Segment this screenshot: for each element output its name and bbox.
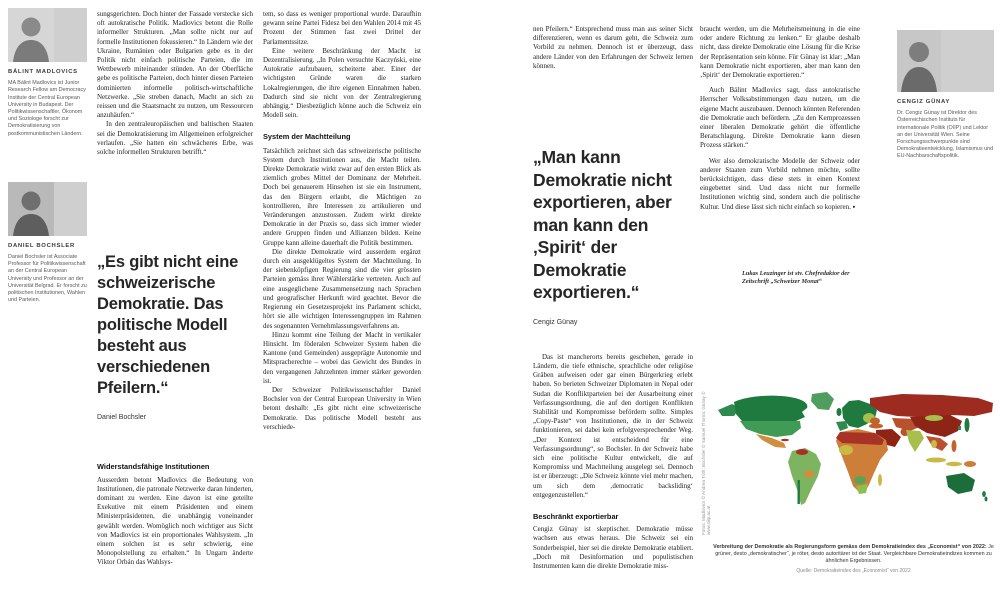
text-column-2 <box>263 10 421 432</box>
section-heading: System der Machtteilung <box>263 132 351 142</box>
body-paragraph: braucht werden, um die Mehrheitsmeinung in die eine oder andere Richtung zu lenken.“ Er glaube deshalb nicht, dass direkte Demokratie eine Lösung für die Krise der Repräsentation sein könne. Für Günay ist klar: „Man kann Demokratie nicht exportieren, aber man kann den ‚Spirit‘ der Demokratie exportieren.“ <box>700 25 860 80</box>
photo-credit: Fotos: Madlovics © Andrea Tóth; Bochsler © Samuel Thoma; Günay © www.oiip.ac.at <box>701 391 711 535</box>
body-paragraph: In den zentraleuropäischen und baltischen Staaten sei die Demokratisierung im Allgemeinen erfolgreicher verlaufen. „Sie hatten ein schwächeres Erbe, was solche informellen Strukturen betrifft.“ <box>97 120 253 157</box>
democracy-world-map <box>712 388 995 538</box>
left-author-rail <box>8 8 87 304</box>
author-bio: Dr. Cengiz Günay ist Direktor des Österreichischen Instituts für internationale Politik (OIIP) und Lektor an der Universität Wien. Seine Forschungsschwerpunkte sind Demokratieentwicklung, Islamismus und EU-Nachbarschaftspolitik. <box>897 110 994 160</box>
text-column-3 <box>533 25 693 571</box>
body-paragraph: Tatsächlich zeichnet sich das schweizerische politische System durch Institutionen aus, die Macht teilen. Direkte Demokratie wirkt zwar auf den ersten Blick als ziemlich grobes Mittel der Dominanz der Mehrheit. Doch bei genauerem Hinsehen ist sie ein Instrument, das den Bürgern erlaubt, die Mächtigen zu kontrollieren, ihre Interessen zu artikulieren und Veränderungen anzustossen. Zudem wirkt direkte Demokratie in der Praxis so, dass sich immer wieder andere Gruppen finden und Allianzen bilden. Keine Gruppe kann alleine dauerhaft die Politik bestimmen. <box>263 146 421 247</box>
author-bio: Daniel Bochsler ist Associate Professor für Politikwissenschaft an der Central European University und Professor an der Universität Belgrad. Er forscht zu politischen Institutionen, Wahlen und Parteien. <box>8 254 87 304</box>
pull-quote-gunay <box>533 146 693 327</box>
pull-quote-attribution: Cengiz Günay <box>533 318 578 326</box>
right-author-rail <box>897 30 994 161</box>
author-madlovics <box>8 8 87 138</box>
body-paragraph: Der Schweizer Politikwissenschaftler Daniel Bochsler von der Central European University in Wien betont deshalb: „Es gibt nicht eine schweizerische Demokratie. Das politische Modell besteht aus verschiede- <box>263 385 421 431</box>
map-caption-text: Je grüner, desto „demokratischer“, je röter, desto autoritärer ist der Staat. Vergleichbare Demokratieindizes kommen zu ähnlichen Ergebnissen. <box>715 544 994 564</box>
person-silhouette-icon <box>8 8 54 62</box>
world-map-graphic <box>712 388 995 538</box>
person-silhouette-icon <box>897 30 941 92</box>
pull-quote-text: „Es gibt nicht eine schweizerische Demokratie. Das politische Modell besteht aus verschiedenen Pfeilern.“ <box>97 253 239 398</box>
body-paragraph: Wer also demokratische Modelle der Schweiz oder anderer Staaten zum Vorbild nehmen möchte, sollte berücksichtigen, dass diese stets in einen Kontext eingebettet sind. Und dass nicht nur formelle Institutionen wichtig sind, sondern auch die politische Kultur. Und diese lässt sich nicht einfach so kopieren. ▪ <box>700 156 860 211</box>
author-bio: MA Bálint Madlovics ist Junior Research Fellow am Democracy Institute der Central European University in Budapest. Der Politikwissenschaftler, Ökonom und Soziologe forscht zur Demokratisierung von postkommunistischen Ländern. <box>8 80 86 137</box>
author-name: BÁLINT MADLOVICS <box>8 69 78 75</box>
body-paragraph: Das ist mancherorts bereits geschehen, gerade in Ländern, die tiefe ethnische, sprachliche oder religiöse Gräben aufweisen oder gar einen Bürgerkrieg erlebt haben. So berieten Schweizer Diplomaten in Nepal oder Sudan die Konfliktparteien bei der Ausarbeitung einer Verfassungsordnung, die auf den dortigen Konflikten Stabilität und Kompromisse befördern sollte. Simples „Copy-Paste“ von Institutionen, die in der Schweiz funktionieren, sei dabei kein erfolgversprechender Weg. „Der Kontext ist entscheidend für eine Verfassungsordnung“, so Bochsler. In der Schweiz habe sich eine politische Kultur entwickelt, die auf Kompromiss und Machtteilung ausgelegt sei. Dennoch ist er überzeugt: „Die Schweiz könnte viel mehr machen, um sich dem ‚democratic backsliding‘ entgegenzustellen.“ <box>533 352 693 499</box>
text-column-4 <box>700 25 860 286</box>
body-paragraph: Die direkte Demokratie wird ausserdem ergänzt durch ein ausgeklügeltes System der Machtteilung. In der siebenköpfigen Regierung sind die vier grössten Parteien gemäss ihrer Wählerstärke vertreten. Auch auf eine ausgeglichene Zusammensetzung nach Sprachen und geografischer Herkunft wird geachtet. Bevor die Regierung ein Gesetzesprojekt ins Parlament schickt, hört sie alle wichtigen Interessengruppen im Rahmen des sogenannten Vernehmlassungsverfahrens an. <box>263 247 421 330</box>
map-source: Quelle: Demokratieindex des „Economist“ von 2022 <box>796 568 911 574</box>
author-name: CENGIZ GÜNAY <box>897 99 951 105</box>
body-paragraph: sungsgerichten. Doch hinter der Fassade verstecke sich oft autokratische Politik. Madlovics betont die Rolle informeller Strukturen. „Man sollte nicht nur auf formelle Institutionen fokussieren.“ In Ländern wie der Ukraine, Rumänien oder Bulgarien gebe es in der Politik nicht einfach politische Parteien, die im Wettbewerb miteinander stünden. An der Oberfläche gebe es politische Parteien, doch hinter diesen Parteien dominierten informelle politisch-wirtschaftliche Netzwerke. „Sie streben danach, Macht an sich zu reissen und die Staatsmacht zu nutzen, um Ressourcen anzuhäufen.“ <box>97 10 253 120</box>
editor-credit: Lukas Leuzinger ist stv. Chefredaktor der Zeitschrift „Schweizer Monat“ <box>742 269 850 285</box>
body-paragraph: Ausserdem betont Madlovics die Bedeutung von Institutionen, die patronale Netzwerke daran hinderten, dominant zu werden. Eine davon ist eine geteilte Exekutive mit einem Präsidenten und einem Ministerpräsidenten, die unabhängig voneinander gewählt werden. Womöglich noch wichtiger aus Sicht von Madlovics ist ein proportionales Wahlsystem. „In einem solchen ist es sehr schwierig, eine Monopolstellung zu erhalten.“ In Ungarn änderte Viktor Orbán das Wahlsys- <box>97 475 253 567</box>
text-column-1 <box>97 10 253 568</box>
author-bochsler <box>8 182 87 305</box>
pull-quote-attribution: Daniel Bochsler <box>97 414 147 422</box>
author-gunay <box>897 30 994 161</box>
body-paragraph: Eine weitere Beschränkung der Macht ist Dezentralisierung. „In Polen versuchte Kaczyński, eine Autokratie aufzubauen, scheiterte aber. Einer der wichtigsten Gründe waren die starken Lokalregierungen, die ihre eigenen Einnahmen haben. Dadurch sind sie nicht von der Zentralregierung abhängig.“ Diesbezüglich könne auch die Schweiz ein Modell sein. <box>263 46 421 120</box>
section-heading: Beschränkt exportierbar <box>533 511 619 521</box>
map-caption-title: Verbreitung der Demokratie als Regierungsform gemäss dem Demokratieindex des „Economist“ von 2022: <box>713 544 987 550</box>
section-heading: Widerstandsfähige Institutionen <box>97 462 210 472</box>
pull-quote-text: „Man kann Demokratie nicht exportieren, aber man kann den ‚Spirit‘ der Demokratie exportieren.“ <box>533 147 672 303</box>
pull-quote-bochsler <box>97 252 253 422</box>
body-paragraph: tem, so dass es weniger proportional wurde. Daraufhin gewann seine Partei Fidesz bei den Wahlen 2014 mit 45 Prozent der Stimmen fast zwei Drittel der Parlamentssitze. <box>263 10 421 46</box>
bochsler-photo <box>8 182 87 236</box>
madlovics-photo <box>8 8 87 62</box>
gunay-photo <box>897 30 994 92</box>
body-paragraph: Auch Bálint Madlovics sagt, dass autokratische Herrscher Volksabstimmungen dazu nutzen, um die eigene Macht auszubauen. Dennoch könnten Referenden die Demokratie auch befördern. „Zu den Kernprozessen einer liberalen Demokratie gehört die öffentliche Beratschlagung. Direkte Demokratie kann diesen Prozess stärken.“ <box>700 86 860 150</box>
person-silhouette-icon <box>8 182 54 236</box>
body-paragraph: Cengiz Günay ist skeptischer. Demokratie müsse wachsen aus etwas heraus. Die Schweiz sei ein Sonderbeispiel, hier sei die direkte Demokratie etabliert. „Doch mit Desinformation und populistischen Instrumenten kann die direkte Demokratie miss- <box>533 525 693 570</box>
map-caption <box>712 544 995 575</box>
body-paragraph: nen Pfeilern.“ Entsprechend muss man aus seiner Sicht differenzieren, wenn es darum geht, die Schweiz zum Vorbild zu nehmen. Dennoch ist er überzeugt, dass andere Länder von den Erfahrungen der Schweiz lernen können. <box>533 25 693 70</box>
body-paragraph: Hinzu kommt eine Teilung der Macht in vertikaler Hinsicht. Im föderalen Schweizer System haben die Kantone (und Gemeinden) ausgeprägte Autonomie und Mitspracherechte – wobei das Gewicht des Bundes in den vergangenen Jahrzehnten immer stärker geworden ist. <box>263 330 421 385</box>
author-name: DANIEL BOCHSLER <box>8 242 76 249</box>
